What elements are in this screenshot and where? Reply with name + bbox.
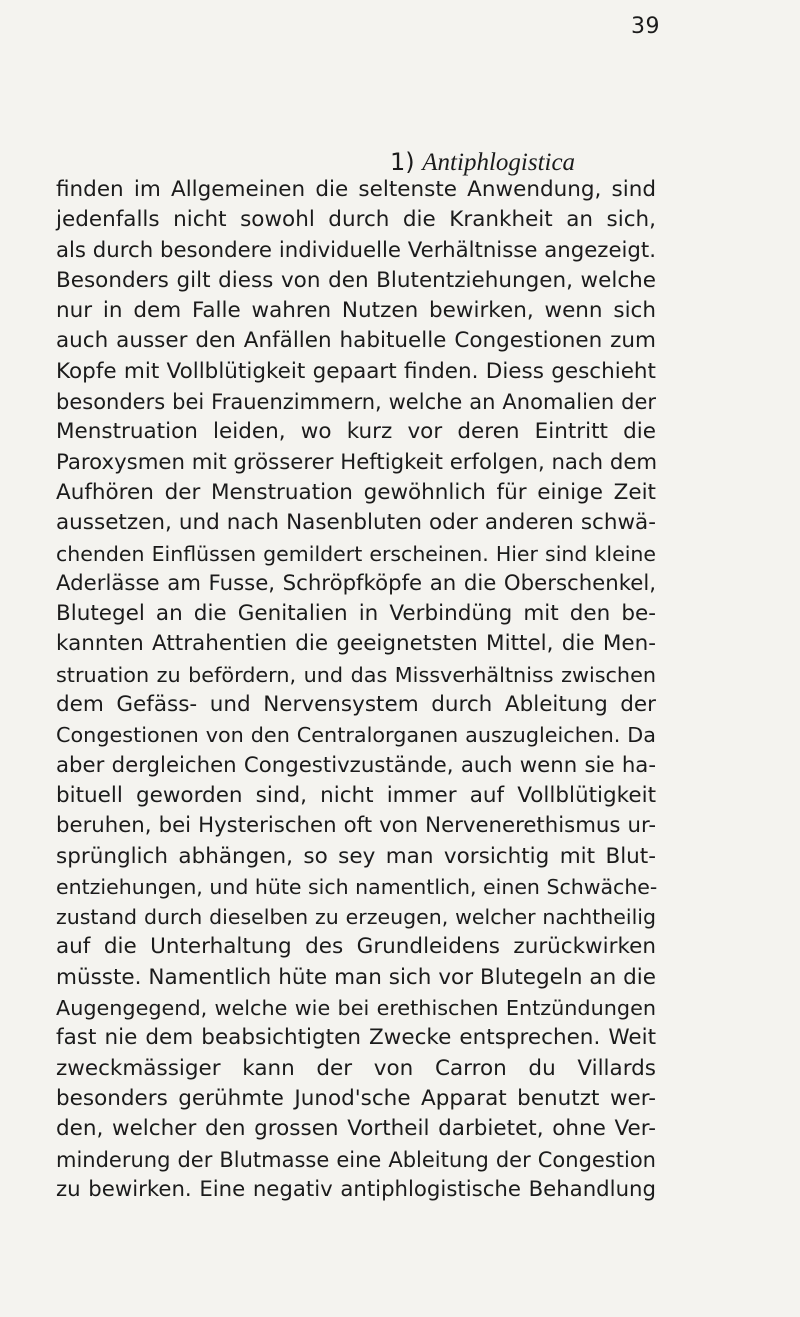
text-line: bituell geworden sind, nicht immer auf Vollblütigkeit — [56, 782, 656, 808]
text-line: beruhen, bei Hysterischen oft von Nervenerethismus ur- — [56, 813, 656, 839]
text-line: nur in dem Falle wahren Nutzen bewirken, wenn sich — [56, 298, 656, 324]
text-line: minderung der Blutmasse eine Ableitung der Congestion — [56, 1147, 656, 1172]
text-line: auf die Unterhaltung des Grundleidens zurückwirken — [56, 934, 656, 960]
text-line: Aufhören der Menstruation gewöhnlich für einige Zeit — [56, 479, 656, 505]
text-line: Augengegend, welche wie bei erethischen Entzündungen — [56, 996, 656, 1021]
text-line: besonders bei Frauenzimmern, welche an Anomalien der — [56, 390, 656, 415]
text-line: zweckmässiger kann der von Carron du Villards — [56, 1055, 656, 1081]
text-line: zustand durch dieselben zu erzeugen, welcher nachtheilig — [56, 905, 656, 930]
text-line: Paroxysmen mit grösserer Heftigkeit erfolgen, nach dem — [56, 449, 658, 475]
text-line: aussetzen, und nach Nasenbluten oder anderen schwä- — [56, 510, 656, 536]
text-line: kannten Attrahentien die geeignetsten Mittel, die Men- — [56, 631, 656, 657]
text-line: finden im Allgemeinen die seltenste Anwendung, sind — [56, 177, 656, 202]
text-line: sprünglich abhängen, so sey man vorsichtig mit Blut- — [56, 843, 656, 869]
text-line: auch ausser den Anfällen habituelle Congestionen zum — [56, 328, 656, 354]
text-line: Menstruation leiden, wo kurz vor deren Eintritt die — [56, 419, 656, 445]
text-line: entziehungen, und hüte sich namentlich, einen Schwäche- — [56, 874, 658, 899]
text-line: struation zu befördern, und das Missverhältniss zwischen — [56, 662, 656, 687]
text-line: chenden Einflüssen gemildert erscheinen. Hier sind kleine — [56, 541, 656, 566]
text-line: Aderlässe am Fusse, Schröpfköpfe an die Oberschenkel, — [56, 570, 656, 596]
body-text — [56, 175, 656, 1205]
text-line: den, welcher den grossen Vortheil darbietet, ohne Ver- — [56, 1116, 656, 1142]
section-heading — [390, 148, 575, 177]
text-line: zu bewirken. Eine negativ antiphlogistische Behandlung — [56, 1176, 656, 1202]
text-line: Congestionen von den Centralorganen auszugleichen. Da — [56, 723, 656, 748]
text-line: Blutegel an die Genitalien in Verbindüng mit den be- — [56, 601, 656, 627]
text-line: fast nie dem beabsichtigten Zwecke entsprechen. Weit — [56, 1025, 656, 1051]
text-line: als durch besondere individuelle Verhältnisse angezeigt. — [56, 237, 656, 263]
page-number: 39 — [631, 14, 660, 39]
text-line: dem Gefäss- und Nervensystem durch Ableitung der — [56, 692, 656, 718]
text-line: aber dergleichen Congestivzustände, auch wenn sie ha- — [56, 752, 656, 778]
text-line: jedenfalls nicht sowohl durch die Krankheit an sich, — [56, 207, 656, 233]
section-heading-number: 1) — [390, 148, 415, 176]
text-line: Besonders gilt diess von den Blutentziehungen, welche — [56, 267, 656, 293]
text-line: Kopfe mit Vollblütigkeit gepaart finden. Diess geschieht — [56, 358, 656, 384]
text-line: müsste. Namentlich hüte man sich vor Blutegeln an die — [56, 964, 656, 990]
section-heading-title: Antiphlogistica — [422, 149, 576, 176]
text-line: besonders gerühmte Junod'sche Apparat benutzt wer- — [56, 1085, 656, 1111]
